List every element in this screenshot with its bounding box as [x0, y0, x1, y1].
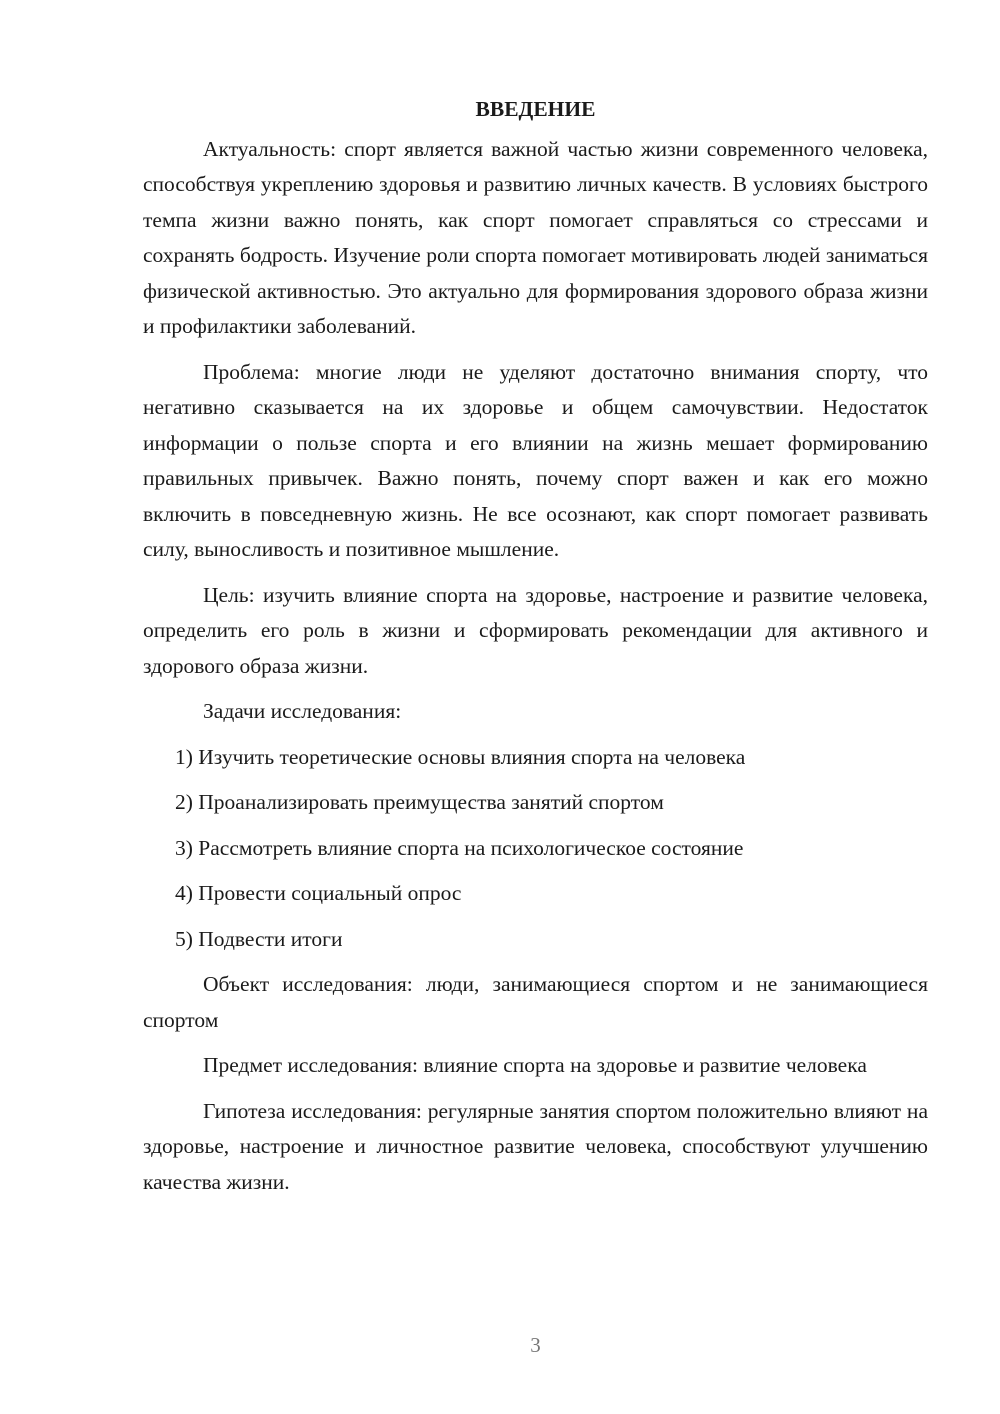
task-item: 1) Изучить теоретические основы влияния спорта на человека [175, 744, 746, 769]
object-paragraph: Объект исследования: люди, занимающиеся спортом и не занимающиеся спортом [143, 972, 928, 1032]
goal-paragraph: Цель: изучить влияние спорта на здоровье, настроение и развитие человека, определить его роль в жизни и сформировать рекомендации для активного и здорового образа жизни. [143, 582, 928, 678]
page-number: 3 [530, 1333, 541, 1357]
section-heading: ВВЕДЕНИЕ [475, 97, 596, 121]
task-item: 4) Провести социальный опрос [175, 881, 462, 905]
document-page [143, 92, 928, 1210]
relevance-paragraph: Актуальность: спорт является важной частью жизни современного человека, способствуя укреплению здоровья и развитию личных качеств. В условиях быстрого темпа жизни важно понять, как спорт помогает справляться со стрессами и сохранять бодрость. Изучение роли спорта помогает мотивировать людей заниматься физической активностью. Это актуально для формирования здорового образа жизни и профилактики заболеваний. [143, 136, 928, 338]
task-item: 2) Проанализировать преимущества занятий спортом [175, 790, 664, 814]
task-item: 3) Рассмотреть влияние спорта на психологическое состояние [175, 835, 744, 860]
subject-paragraph: Предмет исследования: влияние спорта на здоровье и развитие человека [203, 1053, 867, 1077]
problem-paragraph: Проблема: многие люди не уделяют достаточно внимания спорту, что негативно сказывается на их здоровье и общем самочувствии. Недостаток информации о пользе спорта и его влиянии на жизнь мешает формированию правильных привычек. Важно понять, почему спорт важен и как его можно включить в повседневную жизнь. Не все осознают, как спорт помогает развивать силу, выносливость и позитивное мышление. [143, 359, 928, 561]
hypothesis-paragraph: Гипотеза исследования: регулярные занятия спортом положительно влияют на здоровье, настроение и личностное развитие человека, способствуют улучшению качества жизни. [143, 1098, 928, 1194]
task-item: 5) Подвести итоги [175, 926, 343, 951]
tasks-list [143, 740, 928, 958]
tasks-title: Задачи исследования: [203, 699, 402, 723]
